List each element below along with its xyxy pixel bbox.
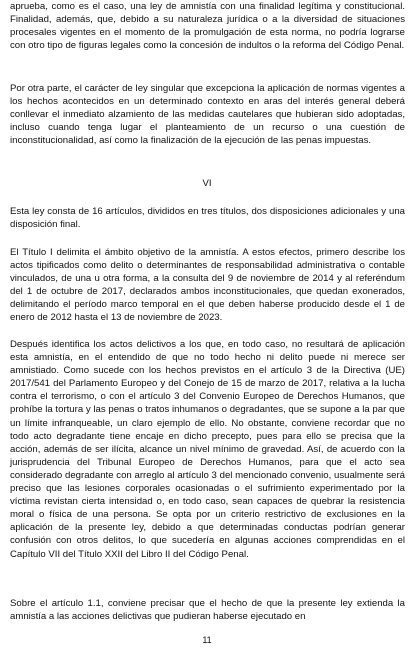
paragraph-legitimate-purpose: aprueba, como es el caso, una ley de amnistía con una finalidad legítima y constitucional. Finalidad, además, que, debido a su naturaleza jurídica o a la diversidad de situaciones procesales vigentes en el momento de la promulgación de esta norma, no podría lograrse con otro tipo de figuras legales como la concesión de indultos o la reforma del Código Penal. xyxy=(10,1,405,52)
page-number: 11 xyxy=(202,635,212,645)
section-heading: VI xyxy=(202,178,212,189)
paragraph-exclusions: Después identifica los actos delictivos a los que, en todo caso, no resultará de aplicación esta amnistía, en el entendido de que no todo hecho ni delito puede ni merece ser amnistiado. Como sucede con los hechos previstos en el artículo 3 de la Directiva (UE) 2017/541 del Parlamento Europeo y del Conejo de 15 de marzo de 2017, relativa a la lucha contra el terrorismo, o con el artículo 3 del Convenio Europeo de Derechos Humanos, que prohíbe la tortura y las penas o tratos inhumanos o degradantes, que se supone a la par que un límite infranqueable, un claro ejemplo de ello. No obstante, conviene recordar que no todo acto degradante tiene encaje en dicho precepto, pues para ello se precisa que la acción, además de ser ilícita, alcance un nivel mínimo de gravedad. Así, de acuerdo con la jurisprudencia del Tribunal Europeo de Derechos Humanos, para que el acto sea considerado degradante con arreglo al artículo 3 del mencionado convenio, usualmente será preciso que las lesiones corporales ocasionadas o el sufrimiento experimentado por la víctima revistan cierta intensidad o, en todo caso, sean capaces de quebrar la resistencia moral o física de una persona. Se opta por un criterio restrictivo de exclusiones en la aplicación de la presente ley, debido a que determinadas conductas podrían generar confusión con otros delitos, lo que sucedería en algunas acciones comprendidas en el Capítulo VII del Título XXII del Libro II del Código Penal. xyxy=(10,339,405,560)
paragraph-article-1-1: Sobre el artículo 1.1, conviene precisar que el hecho de que la presente ley extienda la amnistía a las acciones delictivas que pudieran haberse ejecutado en xyxy=(10,598,405,623)
paragraph-title-one: El Título I delimita el ámbito objetivo de la amnistía. A estos efectos, primero describe los actos tipificados como delito o determinantes de responsabilidad administrativa o contable vinculados, de una u otra forma, a la consulta del 9 de noviembre de 2014 y al referéndum del 1 de octubre de 2017, declarados ambos inconstitucionales, que quedan exonerados, delimitando el período marco temporal en el que deben haberse producido desde el 1 de enero de 2012 hasta el 13 de noviembre de 2023. xyxy=(10,247,405,324)
paragraph-singular-law: Por otra parte, el carácter de ley singular que excepciona la aplicación de normas vigentes a los hechos acontecidos en un determinado contexto en aras del interés general deberá conllevar el inmediato alzamiento de las medidas cautelares que hubieran sido adoptadas, incluso cuando tenga lugar el planteamiento de un recurso o una cuestión de inconstitucionalidad, así como la finalización de la ejecución de las penas impuestas. xyxy=(10,83,405,147)
paragraph-structure: Esta ley consta de 16 artículos, divididos en tres títulos, dos disposiciones adicionales y una disposición final. xyxy=(10,206,405,231)
